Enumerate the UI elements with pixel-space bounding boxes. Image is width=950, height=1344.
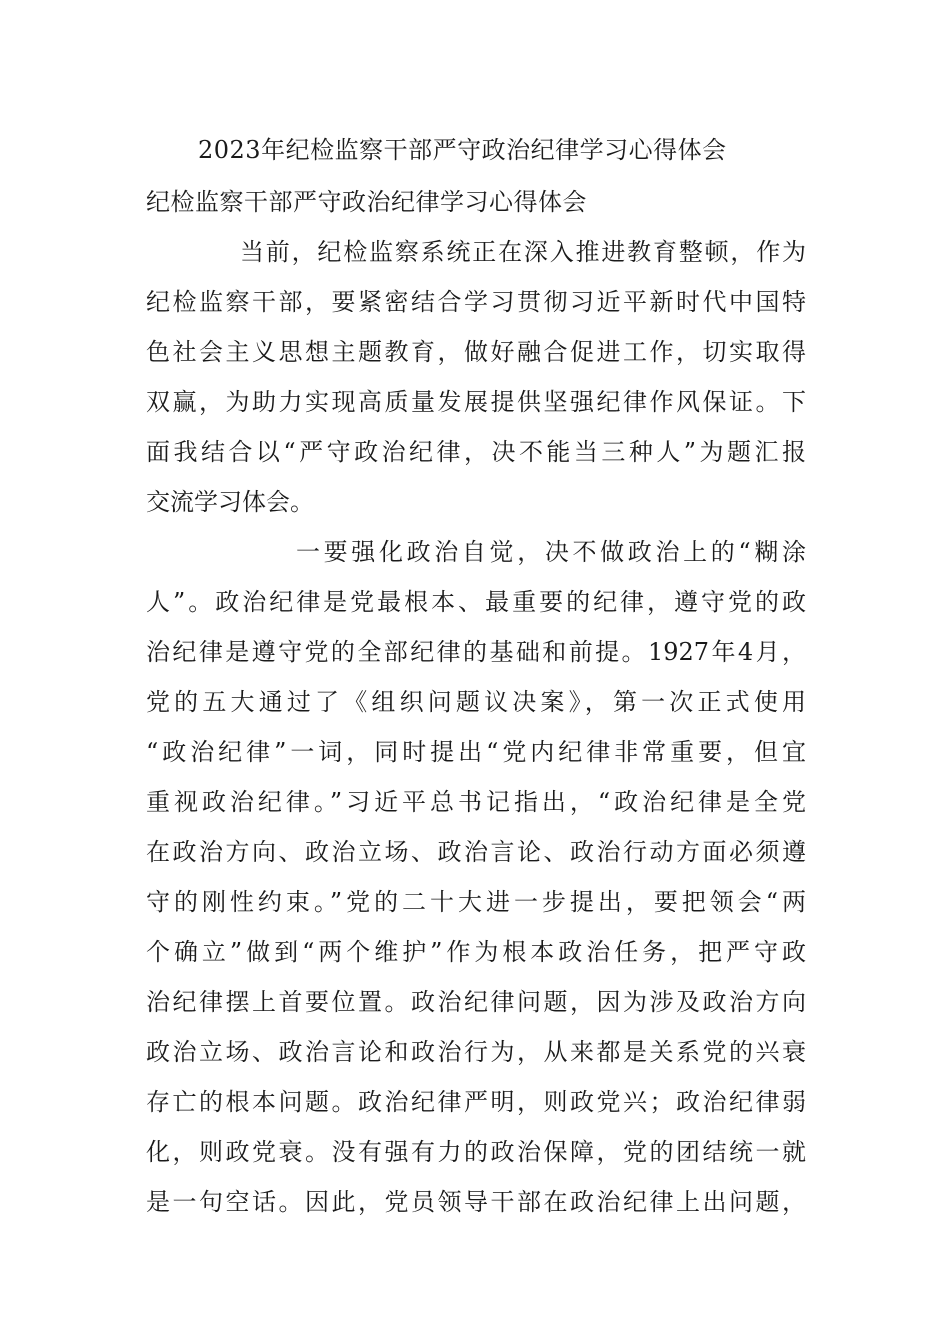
paragraph-line: 一要强化政治自觉，决不做政治上的“糊涂 xyxy=(296,538,806,566)
paragraph-line: 双赢，为助力实现高质量发展提供坚强纪律作风保证。下 xyxy=(146,388,806,416)
paragraph-line: 党的五大通过了《组织问题议决案》，第一次正式使用 xyxy=(146,688,806,716)
paragraph-line: 是一句空话。因此，党员领导干部在政治纪律上出问题， xyxy=(146,1188,806,1216)
paragraph-line: 存亡的根本问题。政治纪律严明，则政党兴；政治纪律弱 xyxy=(146,1088,806,1116)
paragraph-line: “政治纪律”一词，同时提出“党内纪律非常重要，但宜 xyxy=(146,738,806,766)
paragraph-line: 交流学习体会。 xyxy=(146,488,314,516)
document-subtitle: 纪检监察干部严守政治纪律学习心得体会 xyxy=(146,188,587,216)
paragraph-line: 人”。政治纪律是党最根本、最重要的纪律，遵守党的政 xyxy=(146,588,806,616)
paragraph-line: 治纪律摆上首要位置。政治纪律问题，因为涉及政治方向 xyxy=(146,988,806,1016)
paragraph-line: 政治立场、政治言论和政治行为，从来都是关系党的兴衰 xyxy=(146,1038,806,1066)
paragraph-line: 个确立”做到“两个维护”作为根本政治任务，把严守政 xyxy=(146,938,806,966)
paragraph-line: 在政治方向、政治立场、政治言论、政治行动方面必须遵 xyxy=(146,838,806,866)
paragraph-line: 守的刚性约束。”党的二十大进一步提出，要把领会“两 xyxy=(146,888,806,916)
document-title: 2023年纪检监察干部严守政治纪律学习心得体会 xyxy=(198,136,727,164)
paragraph-line: 治纪律是遵守党的全部纪律的基础和前提。1927年4月， xyxy=(146,638,806,666)
paragraph-line: 化，则政党衰。没有强有力的政治保障，党的团结统一就 xyxy=(146,1138,806,1166)
paragraph-line: 重视政治纪律。”习近平总书记指出，“政治纪律是全党 xyxy=(146,788,806,816)
paragraph-line: 纪检监察干部，要紧密结合学习贯彻习近平新时代中国特 xyxy=(146,288,806,316)
paragraph-line: 面我结合以“严守政治纪律，决不能当三种人”为题汇报 xyxy=(146,438,806,466)
paragraph-line: 色社会主义思想主题教育，做好融合促进工作，切实取得 xyxy=(146,338,806,366)
paragraph-line: 当前，纪检监察系统正在深入推进教育整顿，作为 xyxy=(240,238,806,266)
